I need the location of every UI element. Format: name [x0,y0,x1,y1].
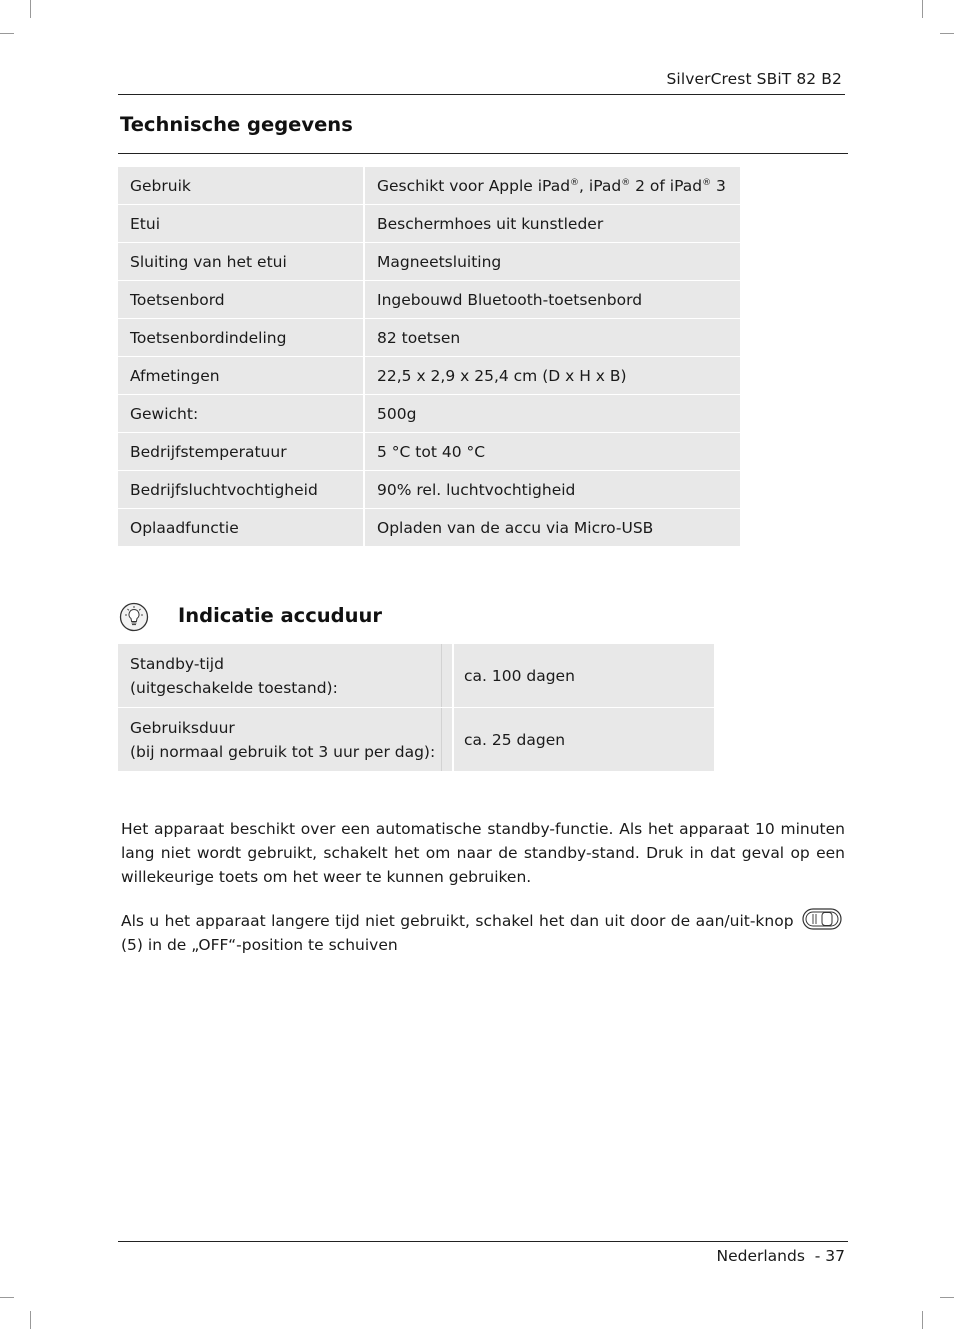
table-spacer [442,708,454,772]
spec-value: 500g [364,395,740,433]
crop-mark [922,1311,923,1329]
specs-table [118,167,740,547]
table-row [118,395,740,433]
table-row [118,243,740,281]
crop-mark [30,1311,31,1329]
battery-value: ca. 25 dagen [453,708,714,772]
table-row [118,509,740,547]
spec-label: Toetsenbordindeling [118,319,364,357]
header-product-name: SilverCrest SBiT 82 B2 [666,70,842,88]
spec-value: Geschikt voor Apple iPad®, iPad® 2 of iPad® 3 [364,167,740,205]
spec-label: Bedrijfsluchtvochtigheid [118,471,364,509]
battery-label: Standby-tijd (uitgeschakelde toestand): [118,644,442,708]
spec-value: 5 °C tot 40 °C [364,433,740,471]
spec-value: 22,5 x 2,9 x 25,4 cm (D x H x B) [364,357,740,395]
spec-value: Beschermhoes uit kunstleder [364,205,740,243]
table-row [118,471,740,509]
spec-value: 82 toetsen [364,319,740,357]
spec-label: Bedrijfstemperatuur [118,433,364,471]
battery-table [118,644,714,772]
battery-label: Gebruiksduur (bij normaal gebruik tot 3 uur per dag): [118,708,442,772]
table-row [118,281,740,319]
spec-label: Gewicht: [118,395,364,433]
crop-mark [922,0,923,18]
table-spacer [442,644,454,708]
table-row [118,644,714,708]
spec-label: Afmetingen [118,357,364,395]
table-row [118,319,740,357]
header-rule [118,94,845,95]
spec-value: Opladen van de accu via Micro-USB [364,509,740,547]
table-row [118,357,740,395]
spec-value: 90% rel. luchtvochtigheid [364,471,740,509]
table-row [118,708,714,772]
footer-rule [118,1241,848,1242]
specs-section-title: Technische gegevens [120,113,353,136]
battery-value: ca. 100 dagen [453,644,714,708]
crop-mark [0,33,14,34]
battery-section-title: Indicatie accuduur [178,604,383,627]
crop-mark [940,1297,954,1298]
title-rule [118,153,848,154]
power-off-paragraph: Als u het apparaat langere tijd niet gebruikt, schakel het dan uit door de aan/uit-knop (5) in de „OFF“-position te schuiven [121,908,845,957]
lightbulb-icon [119,602,149,632]
spec-label: Sluiting van het etui [118,243,364,281]
table-row [118,167,740,205]
spec-value: Magneetsluiting [364,243,740,281]
crop-mark [30,0,31,18]
spec-label: Etui [118,205,364,243]
table-row [118,205,740,243]
spec-label: Toetsenbord [118,281,364,319]
power-switch-icon [802,908,842,930]
footer-page-label: Nederlands - 37 [716,1247,845,1265]
spec-value: Ingebouwd Bluetooth-toetsenbord [364,281,740,319]
spec-label: Gebruik [118,167,364,205]
table-row [118,433,740,471]
standby-paragraph: Het apparaat beschikt over een automatische standby-functie. Als het apparaat 10 minuten lang niet wordt gebruikt, schakelt het om naar de standby-stand. Druk in dat geval op een willekeurige toets om het weer te kunnen gebruiken. [121,820,845,886]
spec-label: Oplaadfunctie [118,509,364,547]
crop-mark [0,1297,14,1298]
crop-mark [940,33,954,34]
